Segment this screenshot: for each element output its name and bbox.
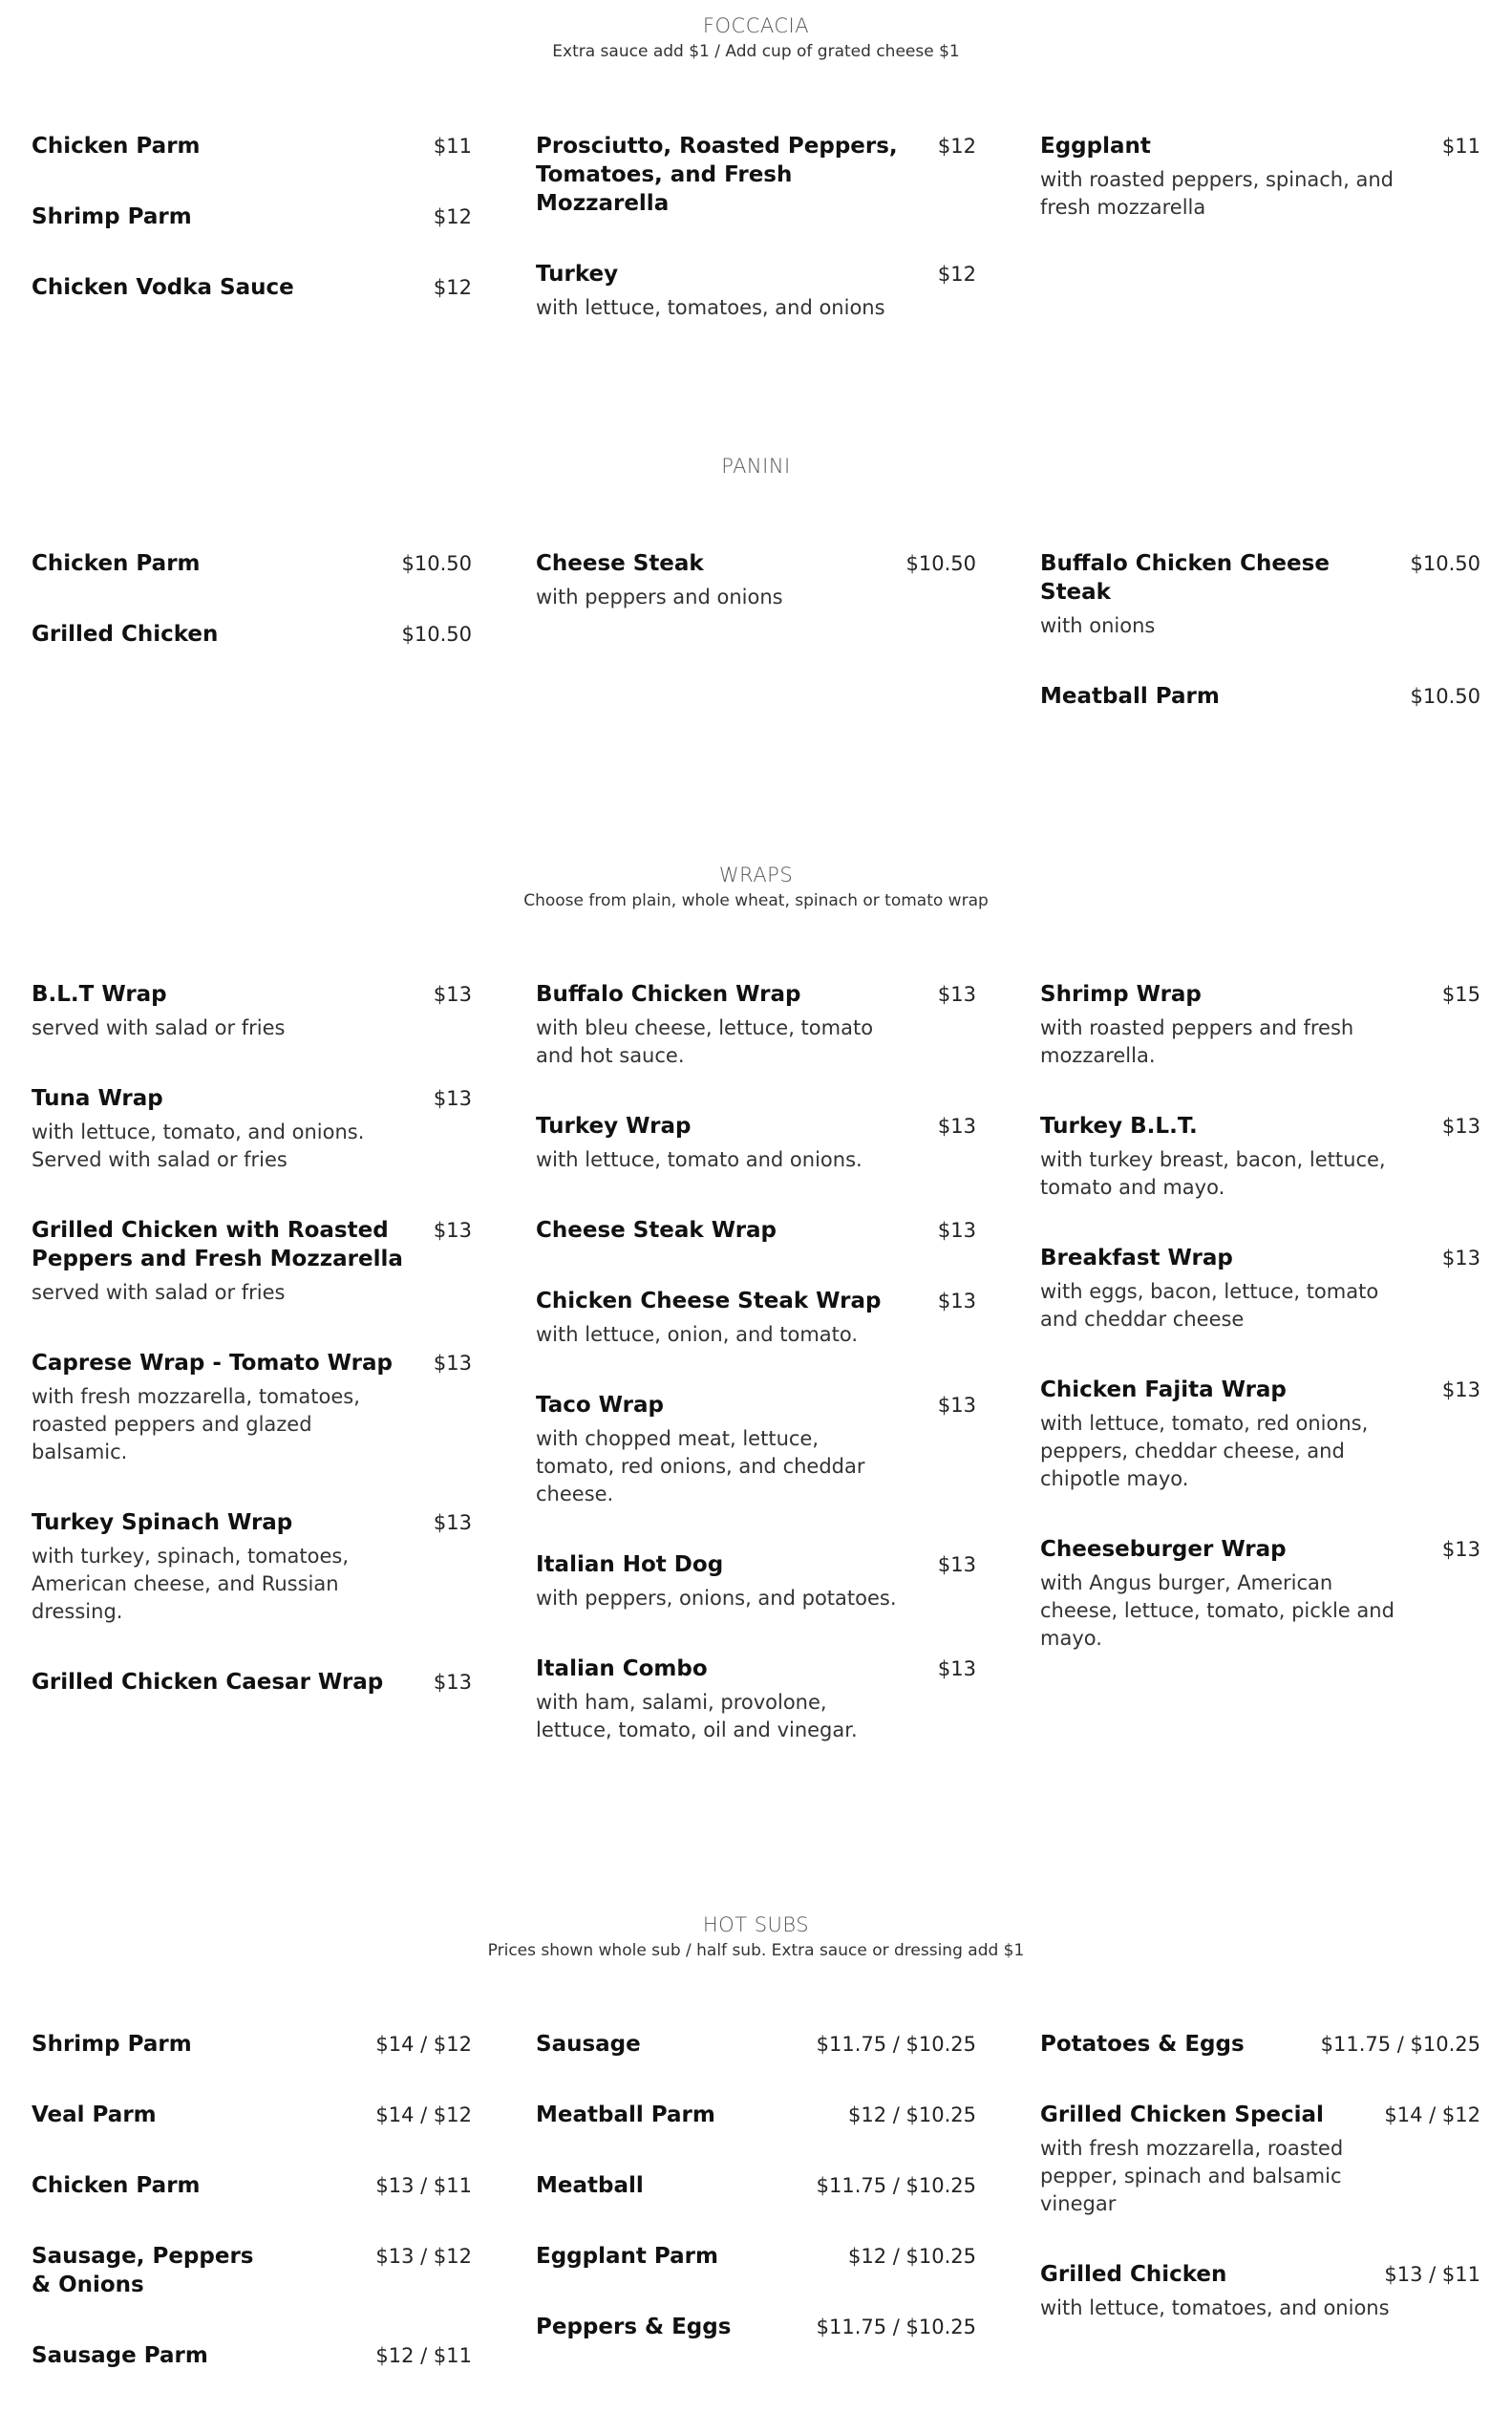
item-price: $12 <box>937 135 976 158</box>
menu-column-3 <box>1040 549 1480 753</box>
item-name: Chicken Parm <box>32 2173 201 2198</box>
item-name: Meatball Parm <box>536 2102 715 2127</box>
item-description: with chopped meat, lettuce, tomato, red onions, and cheddar cheese. <box>536 1427 865 1505</box>
menu-column-1 <box>32 132 472 364</box>
menu-item <box>32 1668 472 1697</box>
menu-item <box>1040 549 1480 640</box>
menu-item <box>32 2030 472 2059</box>
section-header <box>0 13 1512 63</box>
section-header <box>0 454 1512 479</box>
menu-column-3 <box>1040 132 1480 364</box>
item-price: $13 <box>433 1352 472 1375</box>
item-price: $10.50 <box>1410 552 1480 575</box>
item-name: Prosciutto, Roasted Peppers, Tomatoes, and Fresh Mozzarella <box>536 134 898 216</box>
menu-item <box>32 620 472 649</box>
menu-item <box>1040 1112 1480 1202</box>
menu-item <box>536 2030 976 2059</box>
item-price: $13 / $12 <box>375 2245 472 2268</box>
item-price: $14 / $12 <box>1384 2103 1480 2126</box>
item-name: Caprese Wrap - Tomato Wrap <box>32 1351 393 1376</box>
menu-item <box>536 2101 976 2129</box>
panini-columns <box>32 549 1480 753</box>
menu-item <box>536 2171 976 2200</box>
menu-item <box>536 1112 976 1174</box>
item-name: Cheese Steak Wrap <box>536 1218 777 1243</box>
item-name: Grilled Chicken <box>1040 2262 1227 2287</box>
item-price: $13 <box>1441 1378 1480 1401</box>
item-name: Breakfast Wrap <box>1040 1246 1233 1270</box>
item-description: with peppers, onions, and potatoes. <box>536 1587 897 1610</box>
item-description: with bleu cheese, lettuce, tomato and hot sauce. <box>536 1016 874 1067</box>
menu-item <box>1040 2101 1480 2218</box>
item-description: with peppers and onions <box>536 586 783 608</box>
item-price: $10.50 <box>905 552 976 575</box>
menu-column-1 <box>32 549 472 753</box>
item-description: with fresh mozzarella, tomatoes, roasted peppers and glazed balsamic. <box>32 1385 360 1463</box>
item-name: Grilled Chicken <box>32 622 219 647</box>
item-price: $11 <box>433 135 472 158</box>
item-description: with lettuce, onion, and tomato. <box>536 1323 859 1346</box>
menu-column-1 <box>32 2030 472 2412</box>
item-price: $13 <box>433 1671 472 1694</box>
item-description: served with salad or fries <box>32 1281 286 1304</box>
section-subtitle: Extra sauce add $1 / Add cup of grated cheese $1 <box>552 42 960 61</box>
menu-item <box>32 132 472 160</box>
section-header <box>0 863 1512 912</box>
menu-item <box>1040 682 1480 711</box>
menu-item <box>32 1084 472 1174</box>
menu-item <box>32 1216 472 1307</box>
item-price: $13 <box>937 1115 976 1138</box>
item-price: $11.75 / $10.25 <box>816 2033 976 2056</box>
menu-item <box>536 549 976 611</box>
item-name: Sausage, Peppers & Onions <box>32 2244 254 2297</box>
item-description: with lettuce, tomato, red onions, peppers, cheddar cheese, and chipotle mayo. <box>1040 1412 1369 1490</box>
item-description: with lettuce, tomatoes, and onions <box>536 296 885 319</box>
menu-item <box>32 980 472 1042</box>
menu-item <box>536 1654 976 1744</box>
item-name: Italian Combo <box>536 1656 708 1681</box>
menu-item <box>32 549 472 578</box>
item-name: Shrimp Parm <box>32 204 192 229</box>
item-name: Meatball Parm <box>1040 684 1220 709</box>
item-description: with roasted peppers and fresh mozzarella. <box>1040 1016 1354 1067</box>
hot-subs-columns <box>32 2030 1480 2412</box>
item-price: $13 <box>937 1290 976 1313</box>
menu-item <box>1040 132 1480 222</box>
menu-item <box>32 2171 472 2200</box>
menu-column-2 <box>536 980 976 1786</box>
item-name: Cheeseburger Wrap <box>1040 1537 1287 1562</box>
item-price: $10.50 <box>401 552 472 575</box>
item-price: $11.75 / $10.25 <box>1320 2033 1480 2056</box>
item-name: Turkey Wrap <box>536 1114 692 1139</box>
item-price: $13 <box>937 983 976 1006</box>
item-name: Tuna Wrap <box>32 1086 163 1111</box>
menu-item <box>1040 1535 1480 1653</box>
section-title: HOT SUBS <box>702 1913 810 1936</box>
item-price: $13 <box>433 983 472 1006</box>
menu-item <box>32 2242 472 2299</box>
item-description: with fresh mozzarella, roasted pepper, spinach and balsamic vinegar <box>1040 2137 1344 2215</box>
item-name: Potatoes & Eggs <box>1040 2032 1245 2057</box>
menu-column-3 <box>1040 980 1480 1786</box>
item-name: Grilled Chicken Caesar Wrap <box>32 1670 384 1695</box>
menu-item <box>536 980 976 1070</box>
item-name: Grilled Chicken Special <box>1040 2102 1324 2127</box>
item-name: Sausage <box>536 2032 641 2057</box>
section-wraps <box>0 863 1512 912</box>
item-name: Turkey Spinach Wrap <box>32 1510 293 1535</box>
item-price: $14 / $12 <box>375 2033 472 2056</box>
menu-column-2 <box>536 2030 976 2412</box>
section-panini <box>0 454 1512 479</box>
item-description: with ham, salami, provolone, lettuce, tomato, oil and vinegar. <box>536 1691 858 1741</box>
menu-column-3 <box>1040 2030 1480 2412</box>
item-price: $10.50 <box>1410 685 1480 708</box>
item-name: Sausage Parm <box>32 2343 208 2368</box>
menu-item <box>536 2313 976 2341</box>
item-price: $12 <box>937 263 976 286</box>
menu-column-1 <box>32 980 472 1786</box>
section-hot-subs <box>0 1912 1512 1962</box>
item-name: Peppers & Eggs <box>536 2315 732 2339</box>
item-price: $14 / $12 <box>375 2103 472 2126</box>
menu-item <box>1040 2260 1480 2322</box>
menu-item <box>1040 1244 1480 1334</box>
item-price: $13 <box>937 1394 976 1417</box>
item-name: Chicken Parm <box>32 134 201 159</box>
item-price: $11 <box>1441 135 1480 158</box>
foccacia-columns <box>32 132 1480 364</box>
menu-item <box>536 132 976 218</box>
item-price: $13 / $11 <box>1384 2263 1480 2286</box>
item-price: $13 <box>1441 1247 1480 1270</box>
menu-column-2 <box>536 132 976 364</box>
item-name: Eggplant <box>1040 134 1151 159</box>
item-price: $13 <box>1441 1115 1480 1138</box>
item-name: Eggplant Parm <box>536 2244 718 2269</box>
menu-item <box>32 2341 472 2370</box>
item-price: $13 <box>937 1219 976 1242</box>
menu-item <box>32 2101 472 2129</box>
item-price: $12 / $11 <box>375 2344 472 2367</box>
item-name: Shrimp Parm <box>32 2032 192 2057</box>
menu-item <box>536 1391 976 1508</box>
item-name: Chicken Cheese Steak Wrap <box>536 1289 882 1313</box>
item-price: $12 / $10.25 <box>848 2245 976 2268</box>
wraps-columns <box>32 980 1480 1786</box>
item-description: with roasted peppers, spinach, and fresh mozzarella <box>1040 168 1394 219</box>
section-subtitle: Choose from plain, whole wheat, spinach or tomato wrap <box>523 891 989 910</box>
item-price: $13 / $11 <box>375 2174 472 2197</box>
item-description: with onions <box>1040 614 1156 637</box>
section-foccacia <box>0 13 1512 63</box>
item-name: Chicken Vodka Sauce <box>32 275 294 300</box>
item-name: Turkey <box>536 262 619 287</box>
item-name: Taco Wrap <box>536 1393 664 1418</box>
item-price: $13 <box>937 1553 976 1576</box>
item-name: Turkey B.L.T. <box>1040 1114 1198 1139</box>
item-description: with lettuce, tomatoes, and onions <box>1040 2296 1390 2319</box>
item-name: Chicken Parm <box>32 551 201 576</box>
menu-item <box>1040 980 1480 1070</box>
item-description: with lettuce, tomato, and onions. Served with salad or fries <box>32 1121 365 1171</box>
item-description: with Angus burger, American cheese, lettuce, tomato, pickle and mayo. <box>1040 1571 1395 1650</box>
item-description: served with salad or fries <box>32 1016 286 1039</box>
item-price: $13 <box>937 1657 976 1680</box>
menu-item <box>536 1550 976 1612</box>
menu-item <box>536 1287 976 1349</box>
item-price: $13 <box>1441 1538 1480 1561</box>
item-name: Buffalo Chicken Wrap <box>536 982 801 1007</box>
item-price: $12 / $10.25 <box>848 2103 976 2126</box>
item-name: Chicken Fajita Wrap <box>1040 1377 1287 1402</box>
item-description: with eggs, bacon, lettuce, tomato and cheddar cheese <box>1040 1280 1379 1331</box>
item-name: Grilled Chicken with Roasted Peppers and Fresh Mozzarella <box>32 1218 403 1271</box>
menu-item <box>536 260 976 322</box>
item-description: with lettuce, tomato and onions. <box>536 1148 862 1171</box>
item-name: Buffalo Chicken Cheese Steak <box>1040 551 1330 605</box>
item-price: $12 <box>433 276 472 299</box>
item-name: Italian Hot Dog <box>536 1552 724 1577</box>
item-name: Veal Parm <box>32 2102 157 2127</box>
item-price: $15 <box>1441 983 1480 1006</box>
item-description: with turkey, spinach, tomatoes, American cheese, and Russian dressing. <box>32 1545 350 1623</box>
item-price: $11.75 / $10.25 <box>816 2316 976 2338</box>
item-price: $13 <box>433 1511 472 1534</box>
item-price: $12 <box>433 205 472 228</box>
item-description: with turkey breast, bacon, lettuce, tomato and mayo. <box>1040 1148 1386 1199</box>
menu-item <box>1040 1376 1480 1493</box>
section-header <box>0 1912 1512 1962</box>
menu-item <box>1040 2030 1480 2059</box>
menu-item <box>32 1349 472 1466</box>
menu-item <box>32 203 472 231</box>
item-name: Shrimp Wrap <box>1040 982 1202 1007</box>
section-title: PANINI <box>721 455 791 478</box>
item-price: $13 <box>433 1219 472 1242</box>
menu-column-2 <box>536 549 976 753</box>
menu-item <box>32 1508 472 1626</box>
menu-item <box>536 2242 976 2271</box>
section-title: FOCCACIA <box>702 14 810 37</box>
item-name: Meatball <box>536 2173 644 2198</box>
item-price: $11.75 / $10.25 <box>816 2174 976 2197</box>
item-price: $10.50 <box>401 623 472 646</box>
item-name: Cheese Steak <box>536 551 704 576</box>
menu-item <box>536 1216 976 1245</box>
menu-item <box>32 273 472 302</box>
section-title: WRAPS <box>718 864 794 886</box>
item-name: B.L.T Wrap <box>32 982 167 1007</box>
section-subtitle: Prices shown whole sub / half sub. Extra sauce or dressing add $1 <box>487 1941 1025 1960</box>
item-price: $13 <box>433 1087 472 1110</box>
